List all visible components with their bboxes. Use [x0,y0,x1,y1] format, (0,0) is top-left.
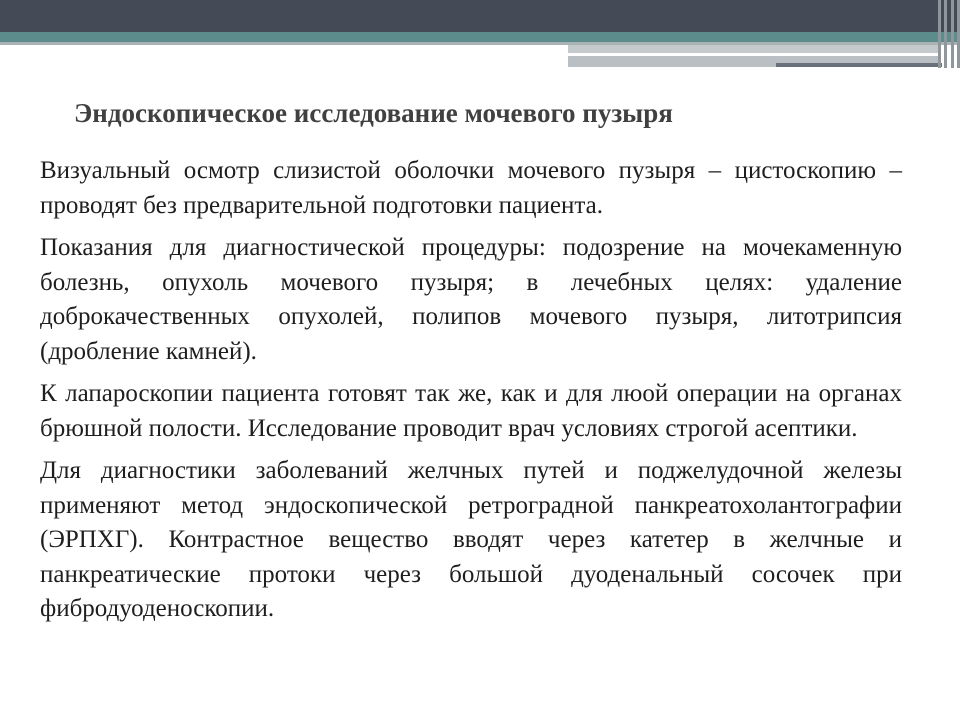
slide-body [40,154,902,635]
paragraph-ercp: Для диагностики заболеваний желчных путей и поджелудочной железы применяют метод эндоскопической ретроградной панкреатохолантографии (ЭРПХГ). Контрастное вещество вводят через катетер в желчные и панкреатические протоки через большой дуоденальный сосочек при фибродуоденоскопии. [40,457,902,622]
right-edge-bar [944,0,947,68]
teal-accent-stripe [0,32,960,42]
slide-title: Эндоскопическое исследование мочевого пузыря [74,98,673,128]
paragraph-indications: Показания для диагностической процедуры: подозрение на мочекаменную болезнь, опухоль мочевого пузыря; в лечебных целях: удаление доброкачественных опухолей, полипов мочевого пузыря, литотрипсия (дробление камней). [40,234,902,365]
header-band [0,0,960,32]
header-accent-line [776,63,942,67]
right-edge-bar [938,0,941,68]
right-edge-bar [951,0,954,68]
right-edge-bars [938,0,960,68]
paragraph-cystoscopy: Визуальный осмотр слизистой оболочки мочевого пузыря – цистоскопию – проводят без предварительной подготовки пациента. [40,157,902,219]
paragraph-laparoscopy: К лапароскопии пациента готовят так же, как и для люой операции на органах брюшной полости. Исследование проводит врач условиях строгой асептики. [40,380,902,442]
